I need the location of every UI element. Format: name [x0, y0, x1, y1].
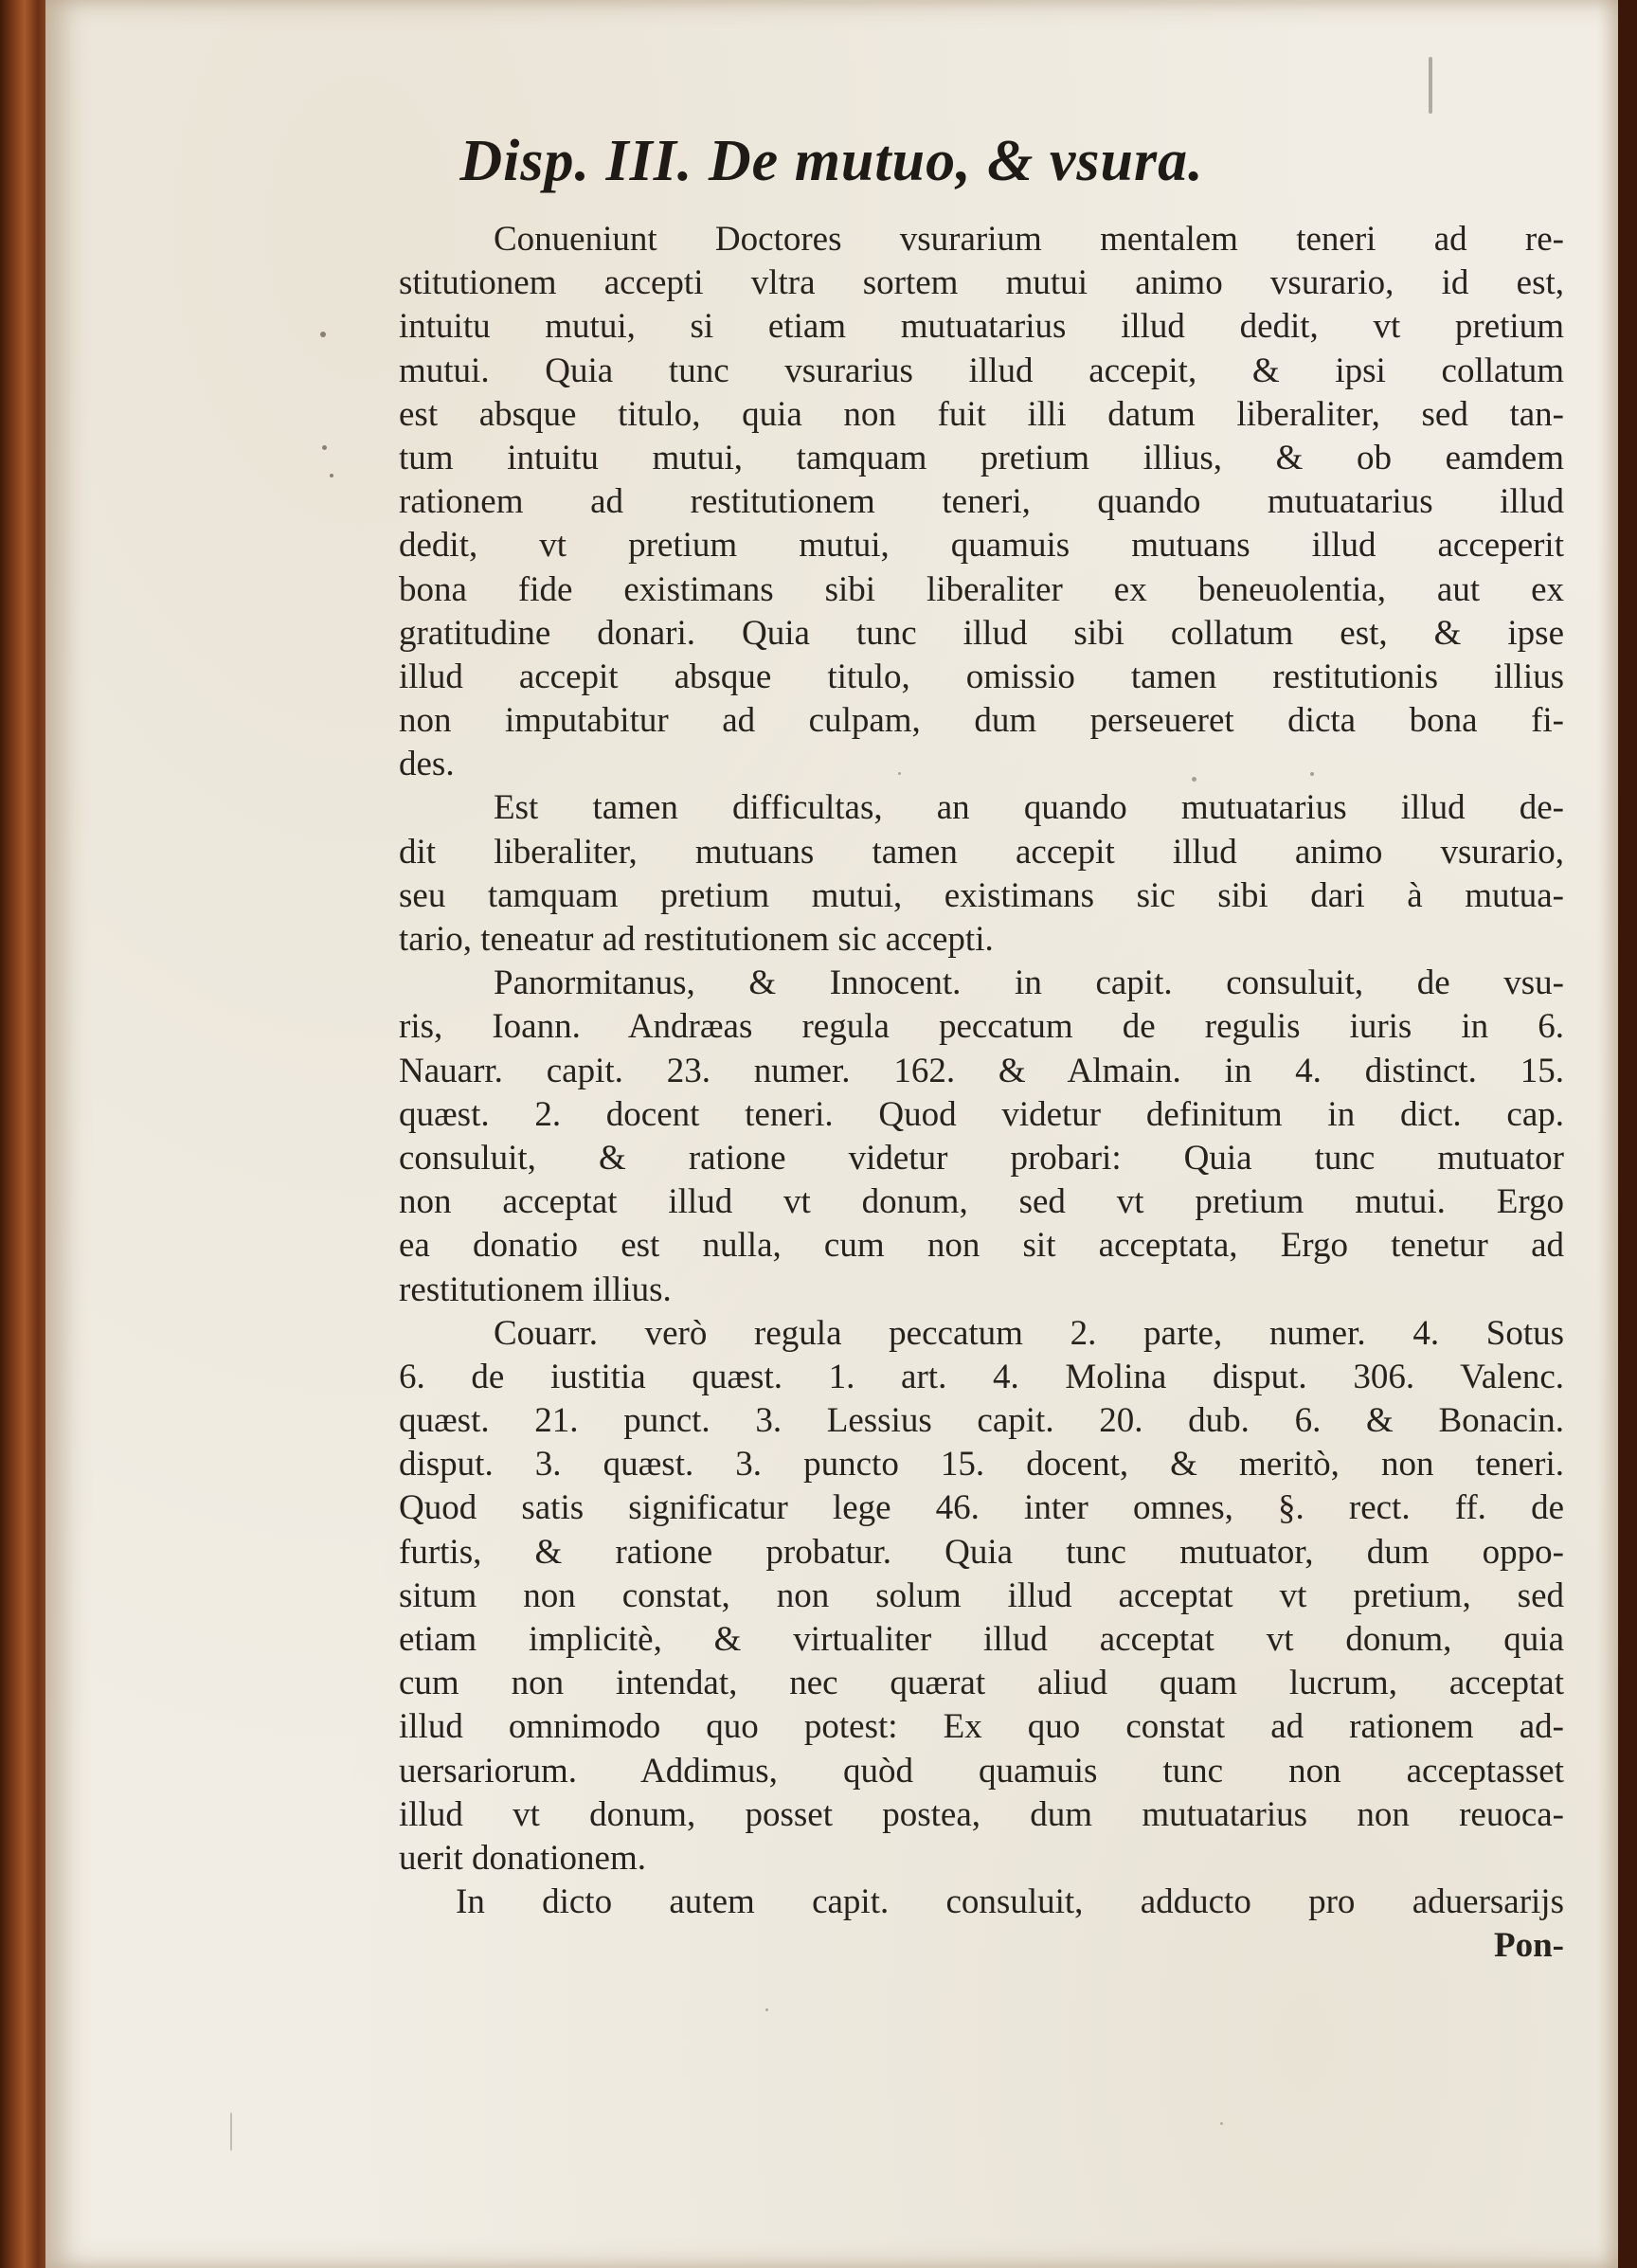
text-line: rationem ad restitutionem teneri, quando mutuatarius illud: [399, 482, 1564, 522]
text-line: situm non constat, non solum illud acceptat vt pretium, sed: [399, 1575, 1564, 1615]
ink-speck: [898, 772, 901, 775]
text-line: tum intuitu mutui, tamquam pretium illius, & ob eamdem: [399, 438, 1564, 477]
text-line: furtis, & ratione probatur. Quia tunc mutuator, dum oppo-: [399, 1532, 1564, 1572]
text-line: illud omnimodo quo potest: Ex quo constat ad rationem ad-: [399, 1707, 1564, 1747]
text-line: restitutionem illius.: [399, 1269, 672, 1309]
text-line: Nauarr. capit. 23. numer. 162. & Almain. in 4. distinct. 15.: [399, 1051, 1564, 1090]
text-line: illud vt donum, posset postea, dum mutuatarius non reuoca-: [399, 1794, 1564, 1834]
page-edge-shadow: [1597, 0, 1618, 2268]
text-line: bona fide existimans sibi liberaliter ex beneuolentia, aut ex: [399, 569, 1564, 609]
ink-speck: [322, 445, 327, 450]
catchword: Pon-: [1494, 1926, 1564, 1966]
text-line: etiam implicitè, & virtualiter illud acceptat vt donum, quia: [399, 1620, 1564, 1659]
text-line: ris, Ioann. Andræas regula peccatum de regulis iuris in 6.: [399, 1007, 1564, 1047]
text-line: consuluit, & ratione videtur probari: Quia tunc mutuator: [399, 1138, 1564, 1178]
text-line: dit liberaliter, mutuans tamen accepit illud animo vsurario,: [399, 832, 1564, 872]
text-line: illud accepit absque titulo, omissio tamen restitutionis illius: [399, 657, 1564, 696]
body-text: [399, 218, 1564, 1969]
running-title: Disp. III. De mutuo, & vsura.: [459, 129, 1204, 193]
text-line: non acceptat illud vt donum, sed vt pretium mutui. Ergo: [399, 1182, 1564, 1222]
text-line: disput. 3. quæst. 3. puncto 15. docent, & meritò, non teneri.: [399, 1445, 1564, 1485]
text-line: Est tamen difficultas, an quando mutuatarius illud de-: [494, 788, 1564, 828]
text-line: gratitudine donari. Quia tunc illud sibi collatum est, & ipse: [399, 613, 1564, 653]
ink-speck: [1192, 777, 1196, 782]
text-line: Panormitanus, & Innocent. in capit. consuluit, de vsu-: [494, 963, 1564, 1003]
text-line: quæst. 2. docent teneri. Quod videtur definitum in dict. cap.: [399, 1094, 1564, 1134]
text-line: quæst. 21. punct. 3. Lessius capit. 20. dub. 6. & Bonacin.: [399, 1401, 1564, 1441]
text-line: ea donatio est nulla, cum non sit acceptata, Ergo tenetur ad: [399, 1226, 1564, 1266]
text-line: Couarr. verò regula peccatum 2. parte, numer. 4. Sotus: [494, 1313, 1564, 1353]
text-line: Quod satis significatur lege 46. inter omnes, §. rect. ff. de: [399, 1488, 1564, 1528]
ink-speck: [330, 474, 333, 477]
paper-page: [45, 0, 1618, 2268]
text-line: non imputabitur ad culpam, dum perseueret dicta bona fi-: [399, 701, 1564, 741]
ink-speck: [1429, 57, 1432, 114]
text-line: intuitu mutui, si etiam mutuatarius illud dedit, vt pretium: [399, 307, 1564, 347]
text-line: seu tamquam pretium mutui, existimans sic sibi dari à mutua-: [399, 875, 1564, 915]
text-line: In dicto autem capit. consuluit, adducto pro aduersarijs: [456, 1882, 1564, 1922]
text-line: cum non intendat, nec quærat aliud quam lucrum, acceptat: [399, 1664, 1564, 1703]
text-line: 6. de iustitia quæst. 1. art. 4. Molina disput. 306. Valenc.: [399, 1357, 1564, 1396]
ink-speck: [320, 332, 326, 337]
text-line: dedit, vt pretium mutui, quamuis mutuans illud acceperit: [399, 526, 1564, 566]
ink-speck: [765, 2008, 768, 2011]
text-line: uersariorum. Addimus, quòd quamuis tunc non acceptasset: [399, 1751, 1564, 1791]
text-line: des.: [399, 745, 455, 784]
ink-speck: [230, 2113, 232, 2151]
text-line: mutui. Quia tunc vsurarius illud accepit, & ipsi collatum: [399, 351, 1564, 390]
text-line: est absque titulo, quia non fuit illi datum liberaliter, sed tan-: [399, 394, 1564, 434]
text-line: stitutionem accepti vltra sortem mutui animo vsurario, id est,: [399, 263, 1564, 303]
text-line: tario, teneatur ad restitutionem sic accepti.: [399, 920, 994, 959]
ink-speck: [1220, 2122, 1223, 2125]
ink-speck: [1310, 772, 1314, 776]
text-line: uerit donationem.: [399, 1838, 646, 1878]
text-line: Conueniunt Doctores vsurarium mentalem teneri ad re-: [494, 220, 1564, 259]
